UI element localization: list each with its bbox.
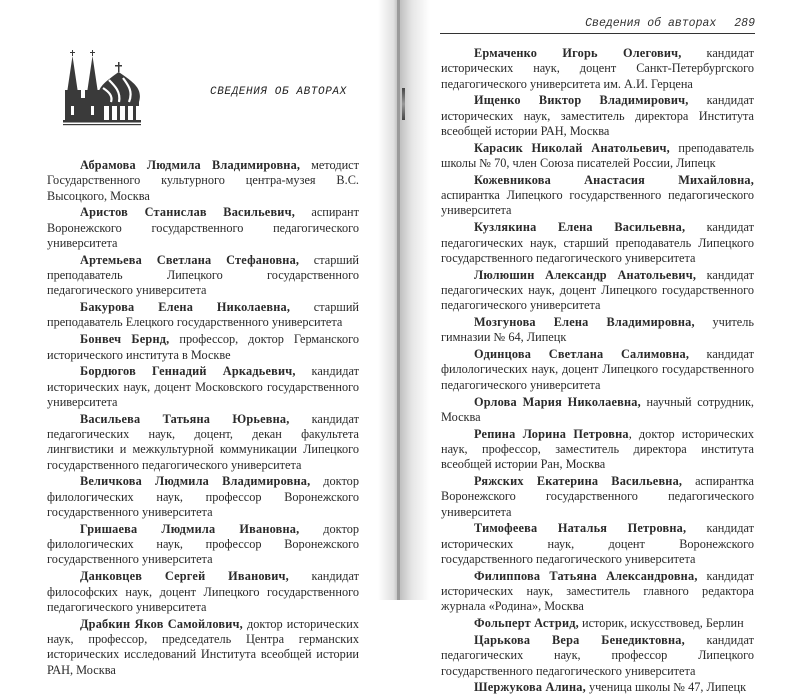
author-name: Аристов Станислав Васильевич, (80, 205, 295, 220)
author-description: кандидат философских наук, доцент Липецкого государственного педагогического университета (47, 569, 359, 614)
author-name: Кузлякина Елена Васильевна, (474, 220, 686, 235)
author-name: Кожевникова Анастасия Михайловна, (474, 172, 754, 187)
author-description: научный сотрудник, Москва (441, 394, 754, 424)
author-description: аспирант Воронежского государственного педагогического университета (47, 205, 359, 250)
author-description: доктор филологических наук, профессор Воронежского государственного университета (47, 474, 359, 520)
author-entry (441, 141, 754, 172)
author-name: Тимофеева Наталья Петровна, (474, 521, 687, 536)
author-name: Мозгунова Елена Владимировна, (474, 315, 695, 330)
author-name: Одинцова Светлана Салимовна, (474, 347, 690, 362)
author-name: Царькова Вера Бенедиктовна, (474, 632, 685, 647)
running-head-title: Сведения об авторах (585, 17, 717, 30)
author-name: Бонвеч Бернд, (80, 332, 170, 347)
author-name: Драбкин Яков Самойлович, (80, 616, 243, 631)
author-name: Бордюгов Геннадий Аркадьевич, (80, 364, 296, 379)
author-name: Репина Лорина Петровна (474, 426, 629, 441)
author-entry (47, 300, 359, 331)
author-description: кандидат педагогических наук, профессор Липецкого государственного педагогического университета (441, 632, 754, 678)
author-entry (47, 617, 359, 678)
author-entry (441, 315, 754, 346)
author-entry (441, 427, 754, 473)
author-name: Ищенко Виктор Владимирович, (474, 93, 689, 108)
author-description: доктор исторических наук, профессор, председатель Центра германских исторических исследований Института всеобщей истории РАН, Москва (47, 616, 359, 677)
author-description: старший преподаватель Липецкого государственного педагогического университета (47, 252, 359, 298)
author-name: Ряжских Екатерина Васильевна, (474, 474, 683, 489)
author-entry (47, 332, 359, 363)
author-name: Бакурова Елена Николаевна, (80, 300, 291, 315)
author-entry (47, 522, 359, 568)
author-name: Ермаченко Игорь Олегович, (474, 46, 682, 60)
author-entry (47, 474, 359, 520)
author-description: преподаватель школы № 70, член Союза писателей России, Липецк (441, 140, 754, 171)
author-description: старший преподаватель Елецкого государственного университета (47, 300, 359, 330)
staple (402, 88, 405, 120)
author-description: кандидат исторических наук, доцент Воронежского государственного педагогического университета (441, 521, 754, 566)
page-number: 289 (734, 17, 755, 30)
author-description: методист Государственного культурного центра-музея В.С. Высоцкого, Москва (47, 158, 359, 203)
author-description: кандидат исторических наук, заместитель директора Института всеобщей истории РАН, Москва (441, 93, 755, 138)
author-entry (441, 93, 754, 139)
author-name: Люлюшин Александр Анатольевич, (474, 267, 697, 282)
author-entry (441, 474, 754, 520)
author-entry (441, 268, 754, 314)
author-description: историк, искусствовед, Берлин (578, 616, 744, 631)
author-name: Абрамова Людмила Владимировна, (80, 158, 301, 172)
author-name: Орлова Мария Николаевна, (474, 394, 641, 409)
author-name: Данковцев Сергей Иванович, (80, 569, 289, 584)
author-description: кандидат педагогических наук, старший преподаватель Липецкого государственного педагогического университета (441, 220, 755, 265)
author-entry (47, 205, 359, 251)
author-description: аспирантка Липецкого государственного педагогического университета (441, 188, 754, 218)
author-name: Шержукова Алина, (474, 680, 586, 695)
author-list-left (47, 158, 359, 679)
author-description: доктор филологических наук, профессор Воронежского государственного университета (47, 521, 359, 567)
author-entry (47, 158, 359, 204)
author-entry (441, 220, 754, 266)
author-description: кандидат исторических наук, доцент Московского государственного университета (47, 364, 359, 409)
author-description: ученица школы № 47, Липецк (585, 680, 747, 695)
author-description: аспирантка Воронежского государственного педагогического университета (441, 474, 754, 519)
author-entry (441, 46, 754, 92)
author-description: кандидат филологических наук, доцент Липецкого государственного педагогического университета (441, 347, 754, 392)
author-description: учитель гимназии № 64, Липецк (441, 315, 754, 345)
cathedral-onion-dome-logo-icon (63, 48, 147, 128)
author-description: кандидат педагогических наук, доцент, декан факультета лингвистики и межкультурной коммуникации Липецкого государственного педагогического университета (47, 411, 360, 472)
author-entry (441, 173, 754, 219)
author-description: , доктор исторических наук, профессор, заместитель директора института всеобщей истории Ран, Москва (441, 426, 754, 472)
author-description: кандидат исторических наук, доцент Санкт-Петербургского педагогического университета им. А.И. Герцена (441, 46, 754, 91)
section-title: СВЕДЕНИЯ ОБ АВТОРАХ (210, 86, 347, 98)
author-name: Васильева Татьяна Юрьевна, (80, 411, 290, 426)
author-name: Фольперт Астрид, (474, 616, 579, 631)
author-name: Гришаева Людмила Ивановна, (80, 521, 300, 536)
left-page (0, 0, 400, 677)
author-entry (441, 395, 754, 426)
author-description: профессор, доктор Германского исторического института в Москве (47, 332, 360, 362)
author-entry (441, 569, 754, 615)
author-name: Артемьева Светлана Стефановна, (80, 252, 300, 267)
author-name: Величкова Людмила Владимировна, (80, 474, 311, 489)
author-entry (47, 412, 359, 473)
author-entry (441, 680, 754, 695)
author-entry (441, 347, 754, 393)
author-description: кандидат педагогических наук, доцент Липецкого государственного педагогического университета (441, 267, 755, 313)
author-list-right (441, 46, 754, 697)
author-entry (47, 569, 359, 615)
author-entry (441, 616, 754, 631)
author-description: кандидат исторических наук, заместитель главного редактора журнала «Родина», Москва (441, 568, 754, 614)
author-entry (47, 253, 359, 299)
book-spine (397, 0, 400, 600)
running-head (440, 17, 755, 34)
author-entry (441, 633, 754, 679)
author-name: Филиппова Татьяна Александровна, (474, 568, 698, 583)
author-entry (47, 364, 359, 410)
author-entry (441, 521, 754, 567)
author-name: Карасик Николай Анатольевич, (474, 140, 670, 155)
